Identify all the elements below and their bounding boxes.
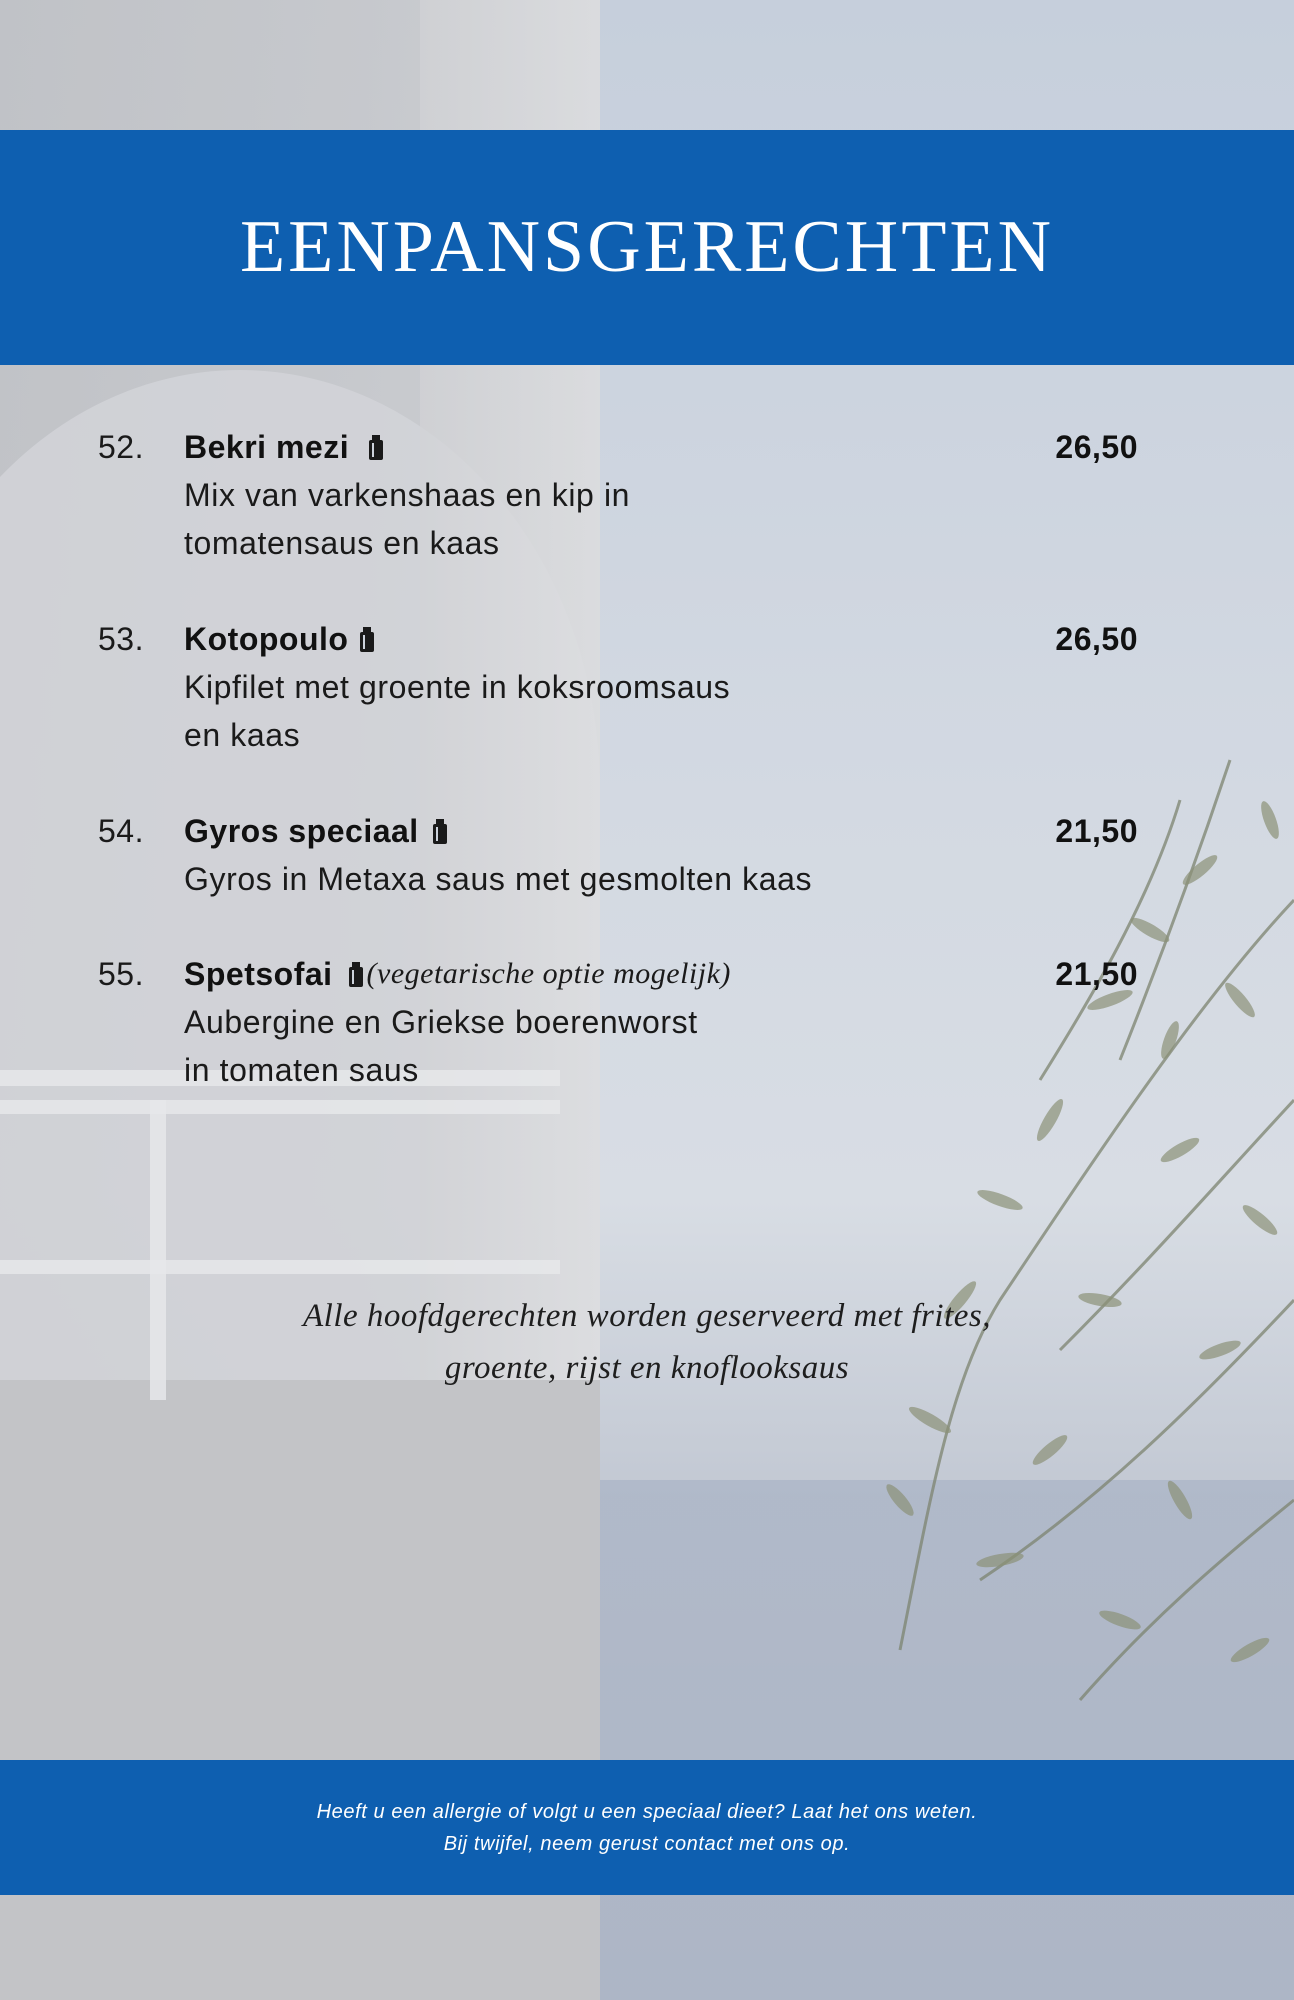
item-price: 26,50 bbox=[1055, 621, 1138, 657]
menu-item bbox=[98, 423, 1138, 567]
item-price: 21,50 bbox=[1055, 813, 1138, 849]
cooking-pot-icon bbox=[349, 961, 363, 987]
item-description-line: Aubergine en Griekse boerenworst bbox=[184, 1004, 698, 1040]
item-description-line: tomatensaus en kaas bbox=[184, 525, 500, 561]
item-description-line: in tomaten saus bbox=[184, 1052, 419, 1088]
cooking-pot-icon bbox=[433, 818, 447, 844]
item-number: 55. bbox=[98, 955, 144, 992]
cooking-pot-icon bbox=[360, 626, 374, 652]
item-description-line: en kaas bbox=[184, 717, 301, 753]
item-note: (vegetarische optie mogelijk) bbox=[366, 957, 731, 990]
item-number: 53. bbox=[98, 620, 144, 657]
footer-banner bbox=[0, 1760, 1294, 1895]
menu-item bbox=[98, 950, 1138, 1094]
item-number: 54. bbox=[98, 812, 144, 849]
item-price: 21,50 bbox=[1055, 956, 1138, 992]
item-description-line: Kipfilet met groente in koksroomsaus bbox=[184, 669, 731, 705]
item-name: Spetsofai bbox=[184, 955, 333, 992]
item-number: 52. bbox=[98, 428, 144, 465]
item-description-line: Mix van varkenshaas en kip in bbox=[184, 477, 631, 513]
side-dishes-note bbox=[0, 1290, 1294, 1394]
page-title: EENPANSGERECHTEN bbox=[239, 206, 1055, 288]
allergy-notice-line: Heeft u een allergie of volgt u een speciaal dieet? Laat het ons weten. bbox=[316, 1800, 978, 1823]
note-line: groente, rijst en knoflooksaus bbox=[444, 1350, 850, 1386]
item-name: Kotopoulo bbox=[184, 620, 349, 657]
item-name: Gyros speciaal bbox=[184, 812, 419, 849]
note-line: Alle hoofdgerechten worden geserveerd met frites, bbox=[303, 1298, 991, 1334]
cooking-pot-icon bbox=[369, 434, 383, 460]
header-banner bbox=[0, 130, 1294, 365]
menu-item bbox=[98, 807, 1138, 903]
item-description-line: Gyros in Metaxa saus met gesmolten kaas bbox=[184, 861, 813, 897]
item-name: Bekri mezi bbox=[184, 428, 350, 465]
item-price: 26,50 bbox=[1055, 429, 1138, 465]
menu-item bbox=[98, 615, 1138, 759]
allergy-notice-line: Bij twijfel, neem gerust contact met ons op. bbox=[443, 1832, 851, 1855]
